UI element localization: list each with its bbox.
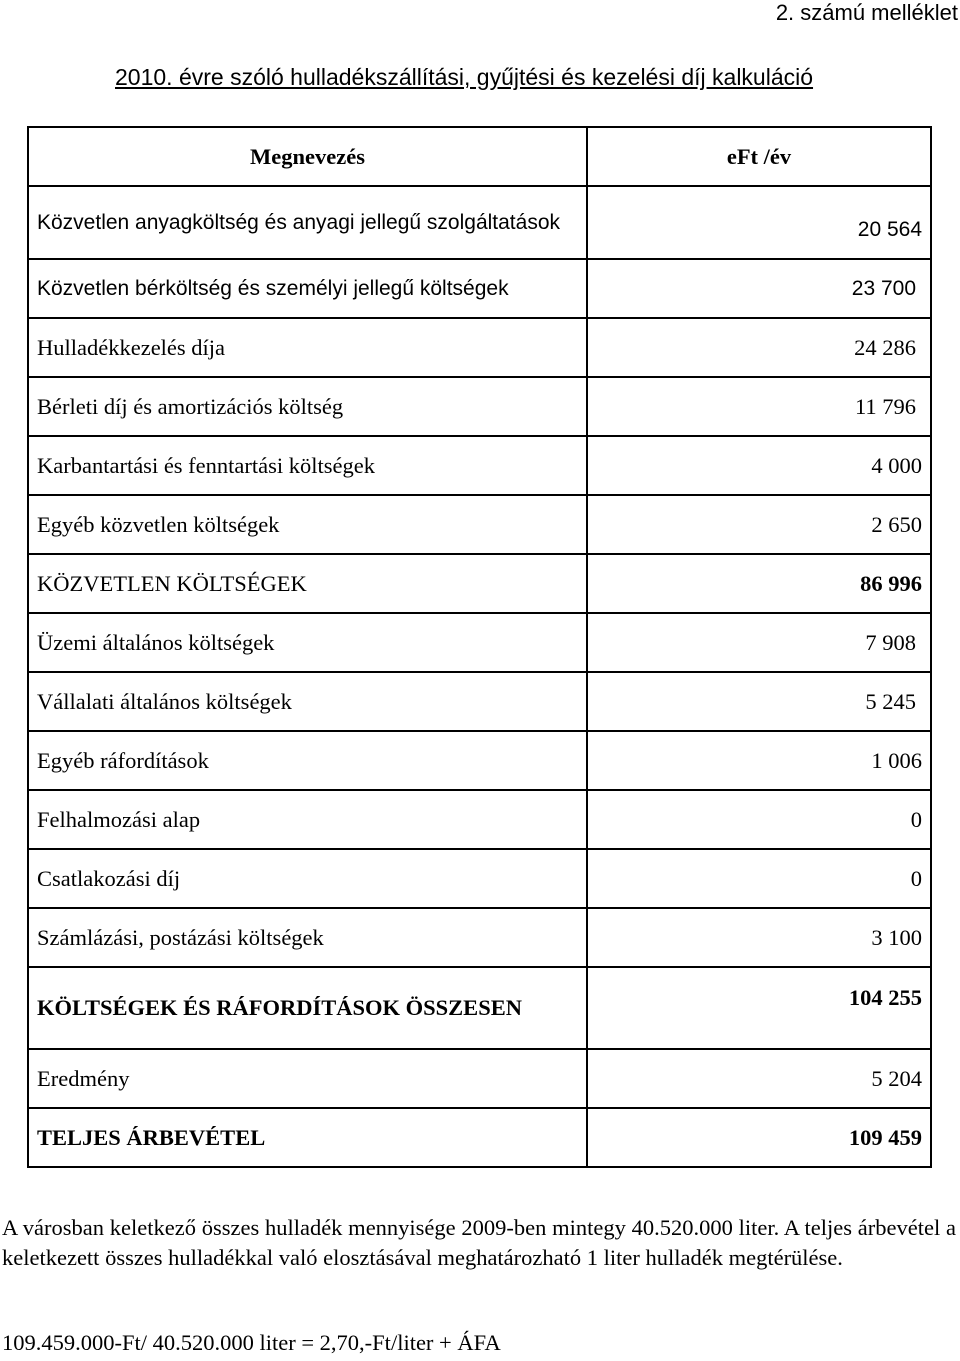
table-row bbox=[28, 1108, 931, 1167]
row-value: 2 650 bbox=[587, 495, 931, 554]
table-row bbox=[28, 967, 931, 1049]
row-label: Egyéb közvetlen költségek bbox=[28, 495, 587, 554]
table-row bbox=[28, 908, 931, 967]
header-name: Megnevezés bbox=[28, 127, 587, 186]
row-value: 86 996 bbox=[587, 554, 931, 613]
table-row bbox=[28, 849, 931, 908]
table-row bbox=[28, 436, 931, 495]
annex-label: 2. számú melléklet bbox=[775, 0, 958, 25]
row-label: Közvetlen bérköltség és személyi jellegű költségek bbox=[28, 259, 587, 318]
row-label: Eredmény bbox=[28, 1049, 587, 1108]
table-row bbox=[28, 790, 931, 849]
row-value: 23 700 bbox=[587, 259, 931, 318]
row-value: 1 006 bbox=[587, 731, 931, 790]
row-value: 0 bbox=[587, 790, 931, 849]
row-label: Csatlakozási díj bbox=[28, 849, 587, 908]
row-label: Felhalmozási alap bbox=[28, 790, 587, 849]
explanatory-note: A városban keletkező összes hulladék mennyisége 2009-ben mintegy 40.520.000 liter. A teljes árbevétel a keletkezett összes hulladékkal való elosztásával meghatározható 1 liter hulladék megtérülése. bbox=[2, 1215, 956, 1270]
row-label: Egyéb ráfordítások bbox=[28, 731, 587, 790]
table-row bbox=[28, 259, 931, 318]
table-row bbox=[28, 731, 931, 790]
unit-price-formula: 109.459.000-Ft/ 40.520.000 liter = 2,70,-Ft/liter + ÁFA bbox=[2, 1330, 501, 1355]
row-value: 0 bbox=[587, 849, 931, 908]
row-label: KÖLTSÉGEK ÉS RÁFORDÍTÁSOK ÖSSZESEN bbox=[28, 967, 587, 1049]
row-value: 7 908 bbox=[587, 613, 931, 672]
table-row bbox=[28, 495, 931, 554]
row-label: Üzemi általános költségek bbox=[28, 613, 587, 672]
table-row bbox=[28, 186, 931, 259]
document-title: 2010. évre szóló hulladékszállítási, gyűjtési és kezelési díj kalkuláció bbox=[115, 64, 814, 90]
table-row bbox=[28, 554, 931, 613]
row-value: 109 459 bbox=[587, 1108, 931, 1167]
row-label: Bérleti díj és amortizációs költség bbox=[28, 377, 587, 436]
table-row bbox=[28, 1049, 931, 1108]
row-value: 104 255 bbox=[587, 967, 931, 1049]
row-value: 5 245 bbox=[587, 672, 931, 731]
table-row bbox=[28, 318, 931, 377]
row-value: 3 100 bbox=[587, 908, 931, 967]
row-label: Karbantartási és fenntartási költségek bbox=[28, 436, 587, 495]
row-value: 4 000 bbox=[587, 436, 931, 495]
table-row bbox=[28, 377, 931, 436]
row-value: 24 286 bbox=[587, 318, 931, 377]
row-value: 5 204 bbox=[587, 1049, 931, 1108]
row-value: 20 564 bbox=[587, 186, 931, 259]
row-label: Közvetlen anyagköltség és anyagi jellegű szolgáltatások bbox=[28, 186, 587, 259]
row-value: 11 796 bbox=[587, 377, 931, 436]
row-label: TELJES ÁRBEVÉTEL bbox=[28, 1108, 587, 1167]
row-label: KÖZVETLEN KÖLTSÉGEK bbox=[28, 554, 587, 613]
header-unit: eFt /év bbox=[587, 127, 931, 186]
table-row bbox=[28, 672, 931, 731]
table-row bbox=[28, 613, 931, 672]
row-label: Hulladékkezelés díja bbox=[28, 318, 587, 377]
cost-calculation-table bbox=[27, 126, 932, 1168]
row-label: Vállalati általános költségek bbox=[28, 672, 587, 731]
row-label: Számlázási, postázási költségek bbox=[28, 908, 587, 967]
table-header-row bbox=[28, 127, 931, 186]
